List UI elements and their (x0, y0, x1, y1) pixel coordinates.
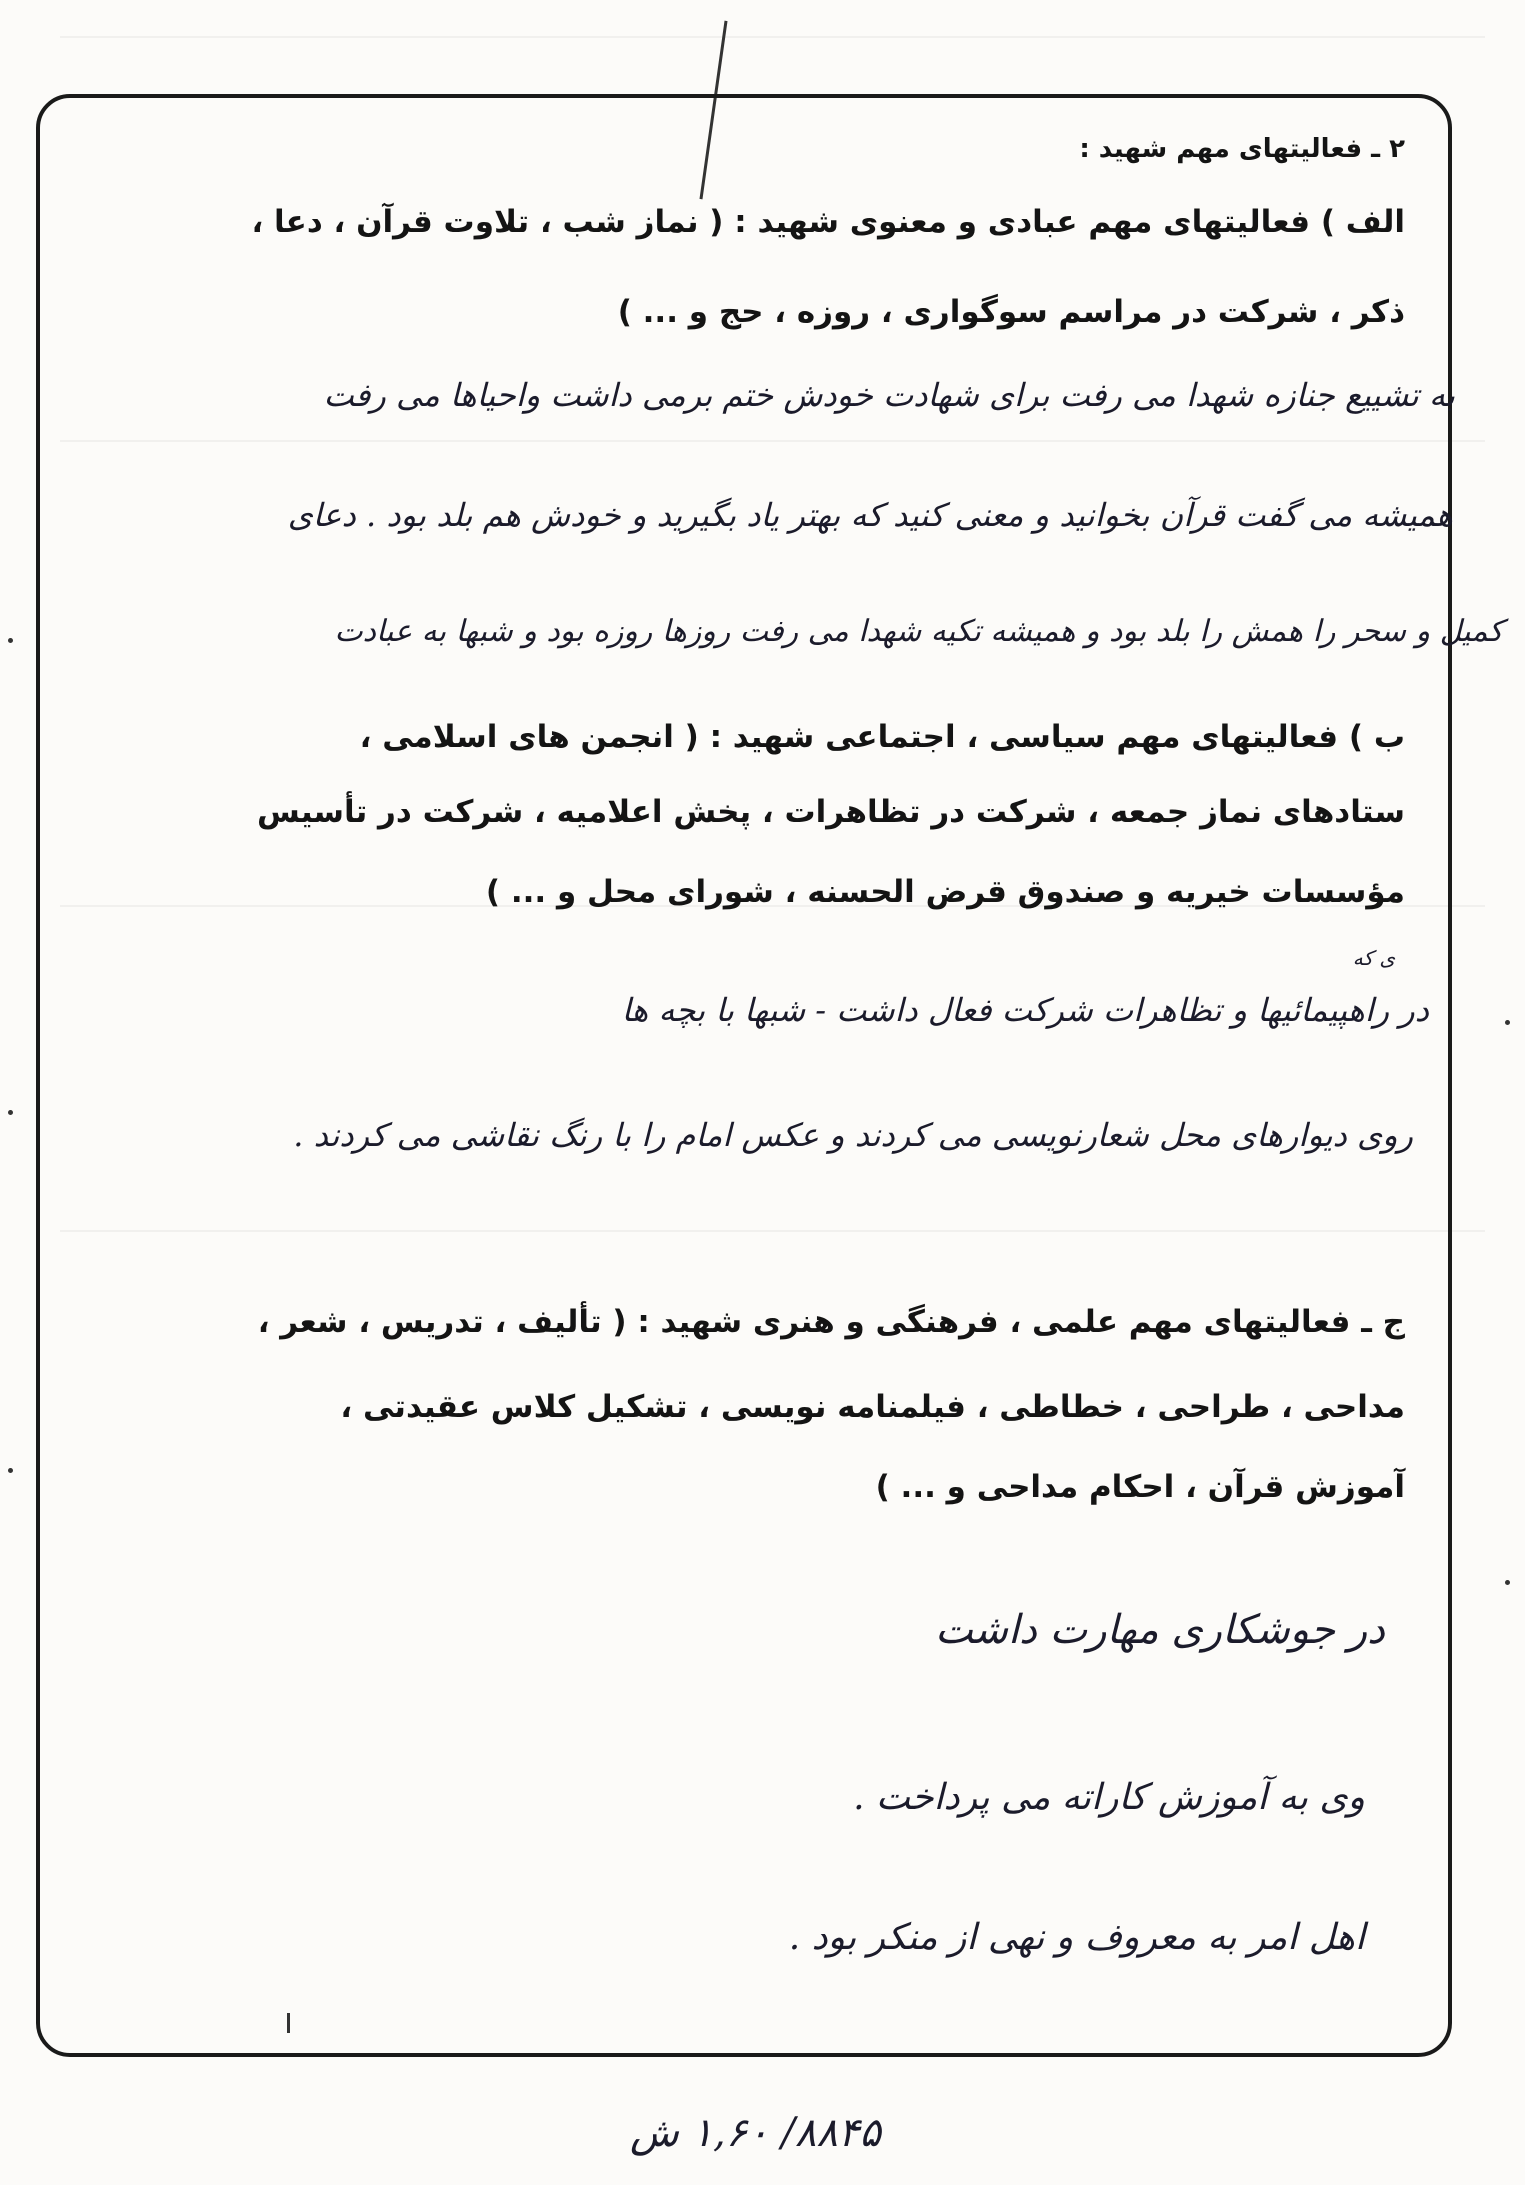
part-a-handwritten-line: به تشییع جنازه شهدا می رفت برای شهادت خودش ختم برمی داشت واحیاها می رفت (323, 376, 1455, 414)
part-c-handwritten-line: اهل امر به معروف و نهی از منکر بود . (788, 1917, 1365, 1958)
stray-dot (1505, 1580, 1510, 1585)
part-b-handwritten-superscript: ی که (1352, 946, 1395, 970)
stray-dot (8, 638, 13, 643)
part-b-handwritten-line: در راهپیمائیها و تظاهرات شرکت فعال داشت - شبها با بچه ها (621, 991, 1429, 1029)
part-c-printed-line: آموزش قرآن ، احکام مداحی و ... ) (875, 1469, 1405, 1505)
part-a-handwritten-line: همیشه می گفت قرآن بخوانید و معنی کنید که بهتر یاد بگیرید و خودش هم بلد بود . دعای (287, 496, 1453, 534)
part-a-printed-line: الف ) فعالیتهای مهم عبادی و معنوی شهید : ( نماز شب ، تلاوت قرآن ، دعا ، (251, 204, 1405, 240)
part-b-printed-line: ستادهای نماز جمعه ، شرکت در تظاهرات ، پخش اعلامیه ، شرکت در تأسیس (257, 794, 1405, 830)
part-b-printed-line: مؤسسات خیریه و صندوق قرض الحسنه ، شورای محل و ... ) (485, 874, 1405, 910)
part-a-printed-line: ذکر ، شرکت در مراسم سوگواری ، روزه ، حج و ... ) (617, 294, 1405, 330)
part-c-handwritten-line: در جوشکاری مهارت داشت (935, 1607, 1385, 1653)
stray-dot (8, 1468, 13, 1473)
section-heading: ۲ ـ فعالیتهای مهم شهید : (1079, 134, 1405, 164)
bleed-through-line (60, 36, 1485, 38)
stray-dot (8, 1110, 13, 1115)
part-c-handwritten-line: وی به آموزش کاراته می پرداخت . (853, 1777, 1365, 1818)
stray-dot (1505, 1020, 1510, 1025)
footer-reference-number: ۸۸۴۵/ ۱,۶۰ ش (630, 2110, 881, 2156)
part-b-handwritten-line: روی دیوارهای محل شعارنویسی می کردند و عکس امام را با رنگ نقاشی می کردند . (293, 1116, 1413, 1154)
part-c-printed-line: مداحی ، طراحی ، خطاطی ، فیلمنامه نویسی ، تشکیل کلاس عقیدتی ، (340, 1389, 1405, 1425)
part-c-printed-line: ج ـ فعالیتهای مهم علمی ، فرهنگی و هنری شهید : ( تألیف ، تدریس ، شعر ، (257, 1304, 1405, 1340)
part-b-printed-line: ب ) فعالیتهای مهم سیاسی ، اجتماعی شهید : ( انجمن های اسلامی ، (359, 719, 1405, 755)
part-a-handwritten-line: کمیل و سحر را همش را بلد بود و همیشه تکیه شهدا می رفت روزها روزه بود و شبها به عبادت (334, 614, 1503, 649)
